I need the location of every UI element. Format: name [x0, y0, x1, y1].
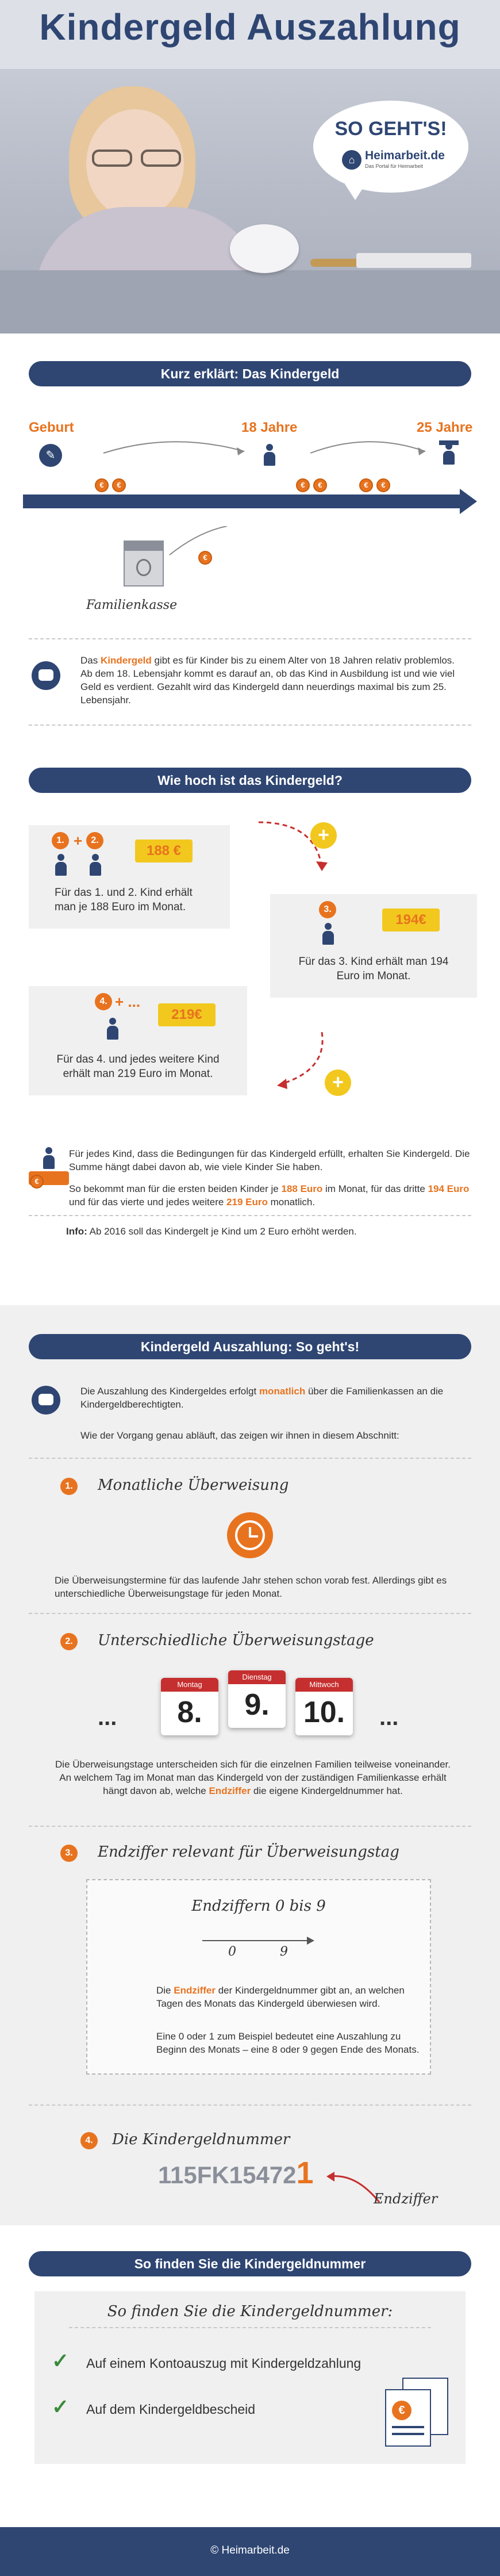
intro-a: Die Auszahlung des Kindergeldes erfolgt — [80, 1386, 259, 1397]
cal-day-label: Montag — [161, 1678, 218, 1692]
coin: € — [313, 478, 327, 492]
section1-title: Kurz erklärt: Das Kindergeld — [29, 361, 471, 386]
step1-num: 1. — [60, 1478, 78, 1495]
piggy-bank — [230, 224, 299, 273]
num-2: 2. — [86, 832, 103, 849]
plus-sign: + — [74, 832, 83, 849]
page-title: Kindergeld Auszahlung — [39, 6, 461, 48]
plus-more: + ... — [115, 993, 141, 1010]
amount-box-2 — [270, 894, 477, 998]
coin: € — [376, 478, 390, 492]
step3-text2: Eine 0 oder 1 zum Beispiel bedeutet eine Auszahlung zu Beginn des Monats – eine 8 oder 9 gegen Ende des Monats. — [156, 2031, 420, 2055]
summary2-c: im Monat, für das dritte — [322, 1183, 428, 1194]
kindergeld-number — [158, 2155, 314, 2191]
num-4: 4. — [95, 993, 112, 1010]
endziffer-label: Endziffer — [374, 2191, 438, 2207]
digit-scale — [197, 1926, 323, 1961]
baby-icon: ✎ — [39, 444, 62, 467]
step2-text-b: Endziffer — [209, 1785, 251, 1796]
coin: € — [112, 478, 126, 492]
check-icon: ✓ — [52, 2395, 70, 2418]
logo-name: Heimarbeit.de — [365, 149, 445, 162]
find-item-2: Auf dem Kindergeldbescheid — [86, 2402, 256, 2417]
familienkasse-building-icon — [124, 540, 164, 586]
scale-end: 9 — [280, 1945, 288, 1959]
box1-text: Für das 1. und 2. Kind erhält man je 188 Euro im Monat. — [55, 887, 193, 913]
amount-219: 219€ — [158, 1003, 216, 1026]
find-item-1: Auf einem Kontoauszug mit Kindergeldzahlung — [86, 2356, 361, 2371]
find-number-box — [34, 2291, 466, 2464]
info-text: Ab 2016 soll das Kindergelt je Kind um 2 Euro erhöht werden. — [87, 1226, 357, 1237]
step1-title: Monatliche Überweisung — [98, 1477, 289, 1494]
coin-arrow — [164, 526, 233, 561]
step2-num: 2. — [60, 1633, 78, 1650]
cal-day-label: Mittwoch — [295, 1678, 353, 1692]
family-money-icon: € — [29, 1147, 69, 1190]
endziffern-label: Endziffern 0 bis 9 — [191, 1897, 326, 1915]
summary2-a: So bekommt man für die ersten beiden Kinder je — [69, 1183, 282, 1194]
label-25: 25 Jahre — [417, 420, 473, 435]
section1-info — [29, 647, 471, 710]
child-icon — [322, 923, 334, 946]
speech-bubble — [313, 101, 468, 193]
coin: € — [95, 478, 109, 492]
step3-text-c: der Kindergeldnummer gibt an, an welchen Tagen des Monats das Kindergeld überwiesen wird. — [156, 1985, 405, 2009]
house-icon: ⌂ — [342, 150, 361, 170]
coin: € — [296, 478, 310, 492]
summary2-e: und für das vierte und jedes weitere — [69, 1197, 227, 1208]
number-main: 115FK15472 — [158, 2161, 297, 2188]
logo — [342, 149, 451, 174]
number-last-digit: 1 — [296, 2156, 314, 2190]
step1-text: Die Überweisungstermine für das laufende Jahr stehen schon vorab fest. Allerdings gibt es unterschiedliche Überweisungstage für jeden Monat. — [55, 1575, 447, 1599]
intro-b: monatlich — [259, 1386, 306, 1397]
summary2-d: 194 Euro — [428, 1183, 470, 1194]
step2-title: Unterschiedliche Überweisungstage — [98, 1632, 374, 1649]
check-icon: ✓ — [52, 2349, 70, 2372]
cal-day-number: 8. — [177, 1696, 202, 1729]
section4-title: So finden Sie die Kindergeldnummer — [29, 2251, 471, 2276]
child-icon — [89, 854, 102, 877]
calendar-wednesday — [295, 1678, 353, 1735]
clock-arrow-icon — [227, 1512, 273, 1558]
child-icon — [55, 854, 67, 877]
summary2-g: monatlich. — [267, 1197, 316, 1208]
amount-box-3 — [29, 986, 247, 1095]
bubble-text: SO GEHT'S! — [334, 118, 447, 140]
section3-title: Kindergeld Auszahlung: So geht's! — [29, 1334, 471, 1359]
intro-c: über die Familienkassen an die Kindergeldberechtigten. — [80, 1386, 444, 1410]
cal-day-number: 10. — [303, 1696, 345, 1729]
timeline-arrows — [0, 402, 500, 518]
summary2-b: 188 Euro — [281, 1183, 323, 1194]
label-18: 18 Jahre — [241, 420, 298, 435]
plus-circle-icon: + — [325, 1070, 351, 1096]
section2-title: Wie hoch ist das Kindergeld? — [29, 768, 471, 793]
box2-text: Für das 3. Kind erhält man 194 Euro im Monat. — [298, 956, 449, 982]
step3-num: 3. — [60, 1845, 78, 1862]
info-part2: gibt es für Kinder bis zu einem Alter von 18 Jahren relativ problemlos. Ab dem 18. Lebensjahr kommt es darauf an, ob das Kind in Ausbildung ist und wie viel Geld es verdient. Gezahlt wird das Kindergeld dann neuerdings maximal bis zum 25. Lebensjahr. — [80, 655, 455, 706]
intro2: Wie der Vorgang genau abläuft, das zeigen wir ihnen in diesem Abschnitt: — [80, 1430, 399, 1441]
find-box-title: So finden Sie die Kindergeldnummer: — [107, 2303, 393, 2320]
speech-icon — [32, 1386, 60, 1414]
label-birth: Geburt — [29, 420, 74, 435]
info-highlight: Kindergeld — [100, 655, 152, 666]
calendar-monday — [161, 1678, 218, 1735]
coin: € — [359, 478, 373, 492]
num-3: 3. — [319, 901, 336, 918]
step4-title: Die Kindergeldnummer — [112, 2131, 290, 2148]
coin: € — [198, 551, 212, 565]
child-icon — [106, 1018, 119, 1041]
speech-icon — [32, 661, 60, 690]
num-1: 1. — [52, 832, 69, 849]
amount-box-1 — [29, 825, 230, 929]
info-label: Info: — [66, 1226, 87, 1237]
timeline — [0, 402, 500, 621]
step3-box — [86, 1879, 431, 2075]
calendar-tuesday — [228, 1670, 286, 1728]
step3-text-a: Die — [156, 1985, 174, 1996]
scale-start: 0 — [228, 1945, 236, 1959]
documents-icon: € — [385, 2378, 454, 2447]
familienkasse-label: Familienkasse — [86, 598, 178, 612]
step3-text-b: Endziffer — [174, 1985, 216, 1996]
dots-left: ... — [98, 1705, 117, 1730]
cal-day-number: 9. — [244, 1688, 270, 1722]
amount-188: 188 € — [135, 839, 193, 862]
box3-text: Für das 4. und jedes weitere Kind erhält man 219 Euro im Monat. — [56, 1053, 220, 1080]
step2-text-a: Die Überweisungstage unterscheiden sich für die einzelnen Familien teilweise voneinander. An welchem Tag im Monat man das Kindergeld von der zuständigen Familienkasse erhält hängt davon ab, welche — [55, 1759, 451, 1796]
info-part1: Das — [80, 655, 101, 666]
footer-text: © Heimarbeit.de — [210, 2544, 290, 2556]
step2-text-c: die eigene Kindergeldnummer hat. — [251, 1785, 403, 1796]
plus-circle-icon: + — [310, 822, 337, 849]
cal-day-label: Dienstag — [228, 1670, 286, 1684]
logo-tagline: Das Portal für Heimarbeit — [365, 163, 424, 169]
step3-title: Endziffer relevant für Überweisungstag — [98, 1843, 399, 1861]
amount-194: 194€ — [382, 908, 440, 931]
dots-right: ... — [379, 1705, 399, 1730]
step4-num: 4. — [80, 2132, 98, 2149]
summary2-f: 219 Euro — [226, 1197, 268, 1208]
header-banner — [0, 0, 500, 334]
summary1: Für jedes Kind, dass die Bedingungen für das Kindergeld erfüllt, erhalten Sie Kindergeld. Die Summe hängt dabei davon ab, wie viele Kinder Sie haben. — [69, 1148, 470, 1172]
footer — [0, 2527, 500, 2576]
